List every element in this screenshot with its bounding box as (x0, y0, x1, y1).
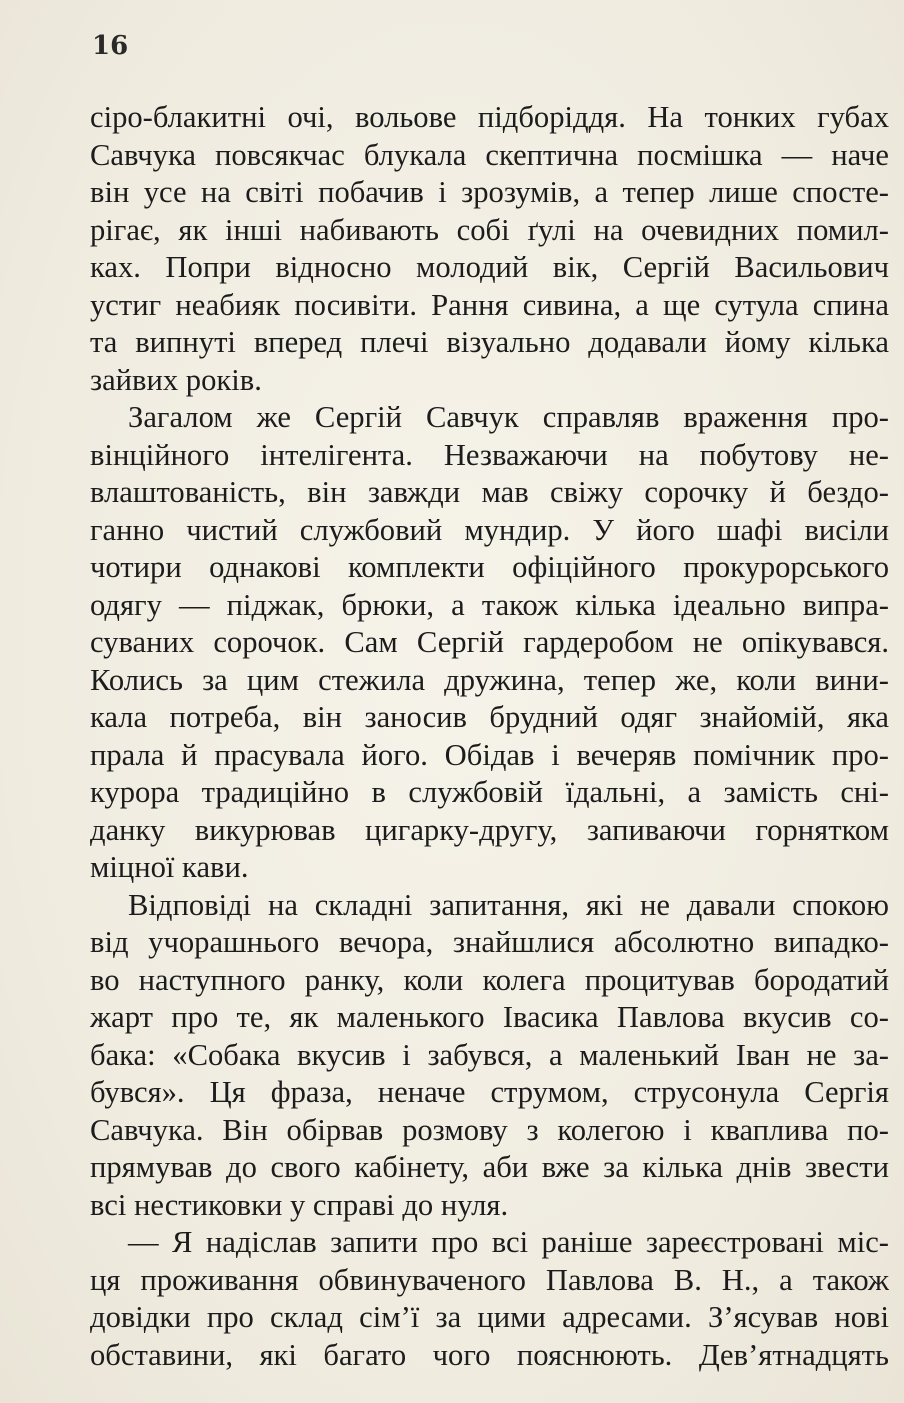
text-line: довідки про склад сім’ї за цими адресами. З’ясував нові (90, 1300, 889, 1334)
text-line: та випнуті вперед плечі візуально додавали йому кілька (90, 325, 889, 359)
page-number: 16 (92, 31, 129, 61)
text-line: Відповіді на складні запитання, які не давали спокою (128, 887, 889, 922)
body-text (90, 99, 889, 1374)
text-line: ках. Попри відносно молодий вік, Сергій Васильович (90, 250, 889, 284)
paragraph (90, 1224, 889, 1374)
text-line: бака: «Собака вкусив і забувся, а маленький Іван не за- (90, 1037, 889, 1072)
text-line: ганно чистий службовий мундир. У його шафі висіли (90, 512, 889, 547)
text-line: Колись за цим стежила дружина, тепер же, коли вини- (90, 662, 889, 697)
text-line: міцної кави. (90, 850, 249, 884)
text-line: обставини, які багато чого пояснюють. Дев’ятнадцять (90, 1337, 889, 1372)
text-line: — Я надіслав запити про всі раніше зареєстровані міс- (128, 1225, 889, 1259)
text-line: ця проживання обвинуваченого Павлова В. Н., а також (90, 1262, 889, 1297)
text-line: від учорашнього вечора, знайшлися абсолютно випадко- (90, 925, 889, 959)
text-line: влаштованість, він завжди мав свіжу сорочку й бездо- (90, 475, 889, 509)
text-line: прала й прасувала його. Обідав і вечеряв помічник про- (90, 737, 889, 772)
text-line: бувся». Ця фраза, неначе струмом, струсонула Сергія (90, 1075, 889, 1109)
text-line: чотири однакові комплекти офіційного прокурорського (90, 550, 889, 584)
paragraph (90, 887, 889, 1225)
text-line: суваних сорочок. Сам Сергій гардеробом не опікувався. (90, 625, 889, 659)
text-line: устиг неабияк посивіти. Рання сивина, а ще сутула спина (90, 287, 889, 322)
text-line: прямував до свого кабінету, аби вже за кілька днів звести (90, 1150, 889, 1184)
text-line: сіро-блакитні очі, вольове підборіддя. На тонких губах (90, 100, 889, 134)
text-line: зайвих років. (90, 362, 262, 397)
text-line: данку викурював цигарку-другу, запиваючи горнятком (90, 812, 889, 847)
paragraph (90, 99, 889, 399)
text-line: всі нестиковки у справі до нуля. (90, 1187, 509, 1222)
text-line: вінційного інтелігента. Незважаючи на побутову не- (90, 437, 889, 472)
text-line: рігає, як інші набивають собі ґулі на очевидних помил- (90, 212, 889, 247)
text-line: Загалом же Сергій Савчук справляв враження про- (128, 400, 889, 434)
paragraph (90, 399, 889, 887)
text-line: Савчука повсякчас блукала скептична посмішка — наче (90, 137, 889, 172)
text-line: він усе на світі побачив і зрозумів, а тепер лише спосте- (90, 175, 889, 209)
text-line: одягу — піджак, брюки, а також кілька ідеально випра- (90, 587, 889, 622)
text-line: Савчука. Він обірвав розмову з колегою і кваплива по- (90, 1112, 889, 1147)
text-line: жарт про те, як маленького Івасика Павлова вкусив со- (90, 1000, 889, 1034)
text-line: во наступного ранку, коли колега процитував бородатий (90, 962, 889, 997)
text-line: кала потреба, він заносив брудний одяг знайомій, яка (90, 700, 889, 734)
text-line: курора традиційно в службовій їдальні, а замість сні- (90, 775, 889, 809)
